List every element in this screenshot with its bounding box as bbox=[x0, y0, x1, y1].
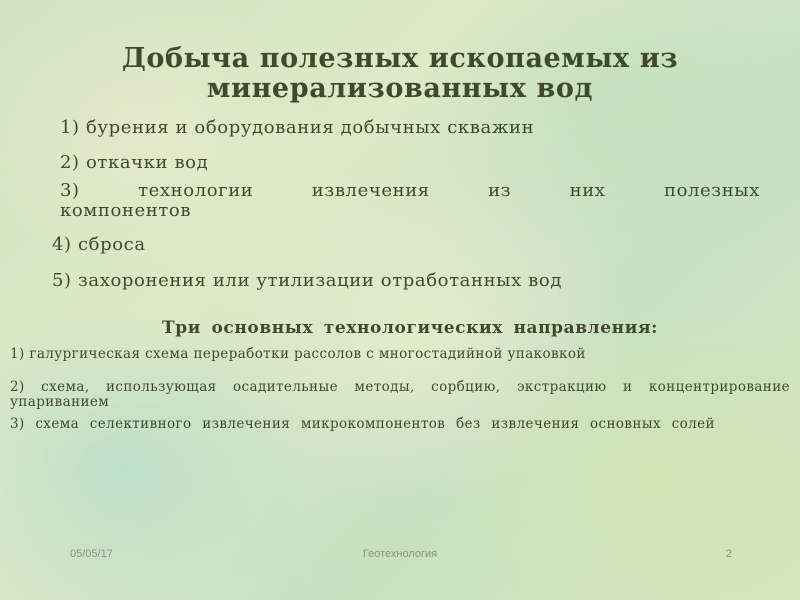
direction-item-halurgic: 1) галургическая схема переработки рассолов с многостадийной упаковкой bbox=[10, 346, 586, 362]
direction-item-selective: 3) схема селективного извлечения микрокомпонентов без извлечения основных солей bbox=[10, 416, 715, 432]
footer-page-number: 2 bbox=[725, 548, 732, 560]
list-item-discharge: 4) сброса bbox=[52, 234, 146, 255]
footer-date: 05/05/17 bbox=[70, 548, 113, 560]
list-item-pumping: 2) откачки вод bbox=[60, 152, 209, 173]
list-item-disposal: 5) захоронения или утилизации отработанных вод bbox=[52, 270, 563, 291]
slide-title: Добыча полезных ископаемых из минерализованных вод bbox=[121, 43, 679, 104]
direction-item-precipitation: 2) схема, использующая осадительные методы, сорбцию, экстракцию и концентрирование упариванием bbox=[10, 379, 790, 410]
list-item-drilling: 1) бурения и оборудования добычных скважин bbox=[60, 117, 535, 138]
footer-title: Геотехнология bbox=[362, 548, 438, 560]
list-item-extraction-technology: 3) технологии извлечения из них полезных компонентов bbox=[60, 180, 760, 221]
section-subtitle: Три основных технологических направления: bbox=[162, 318, 658, 338]
